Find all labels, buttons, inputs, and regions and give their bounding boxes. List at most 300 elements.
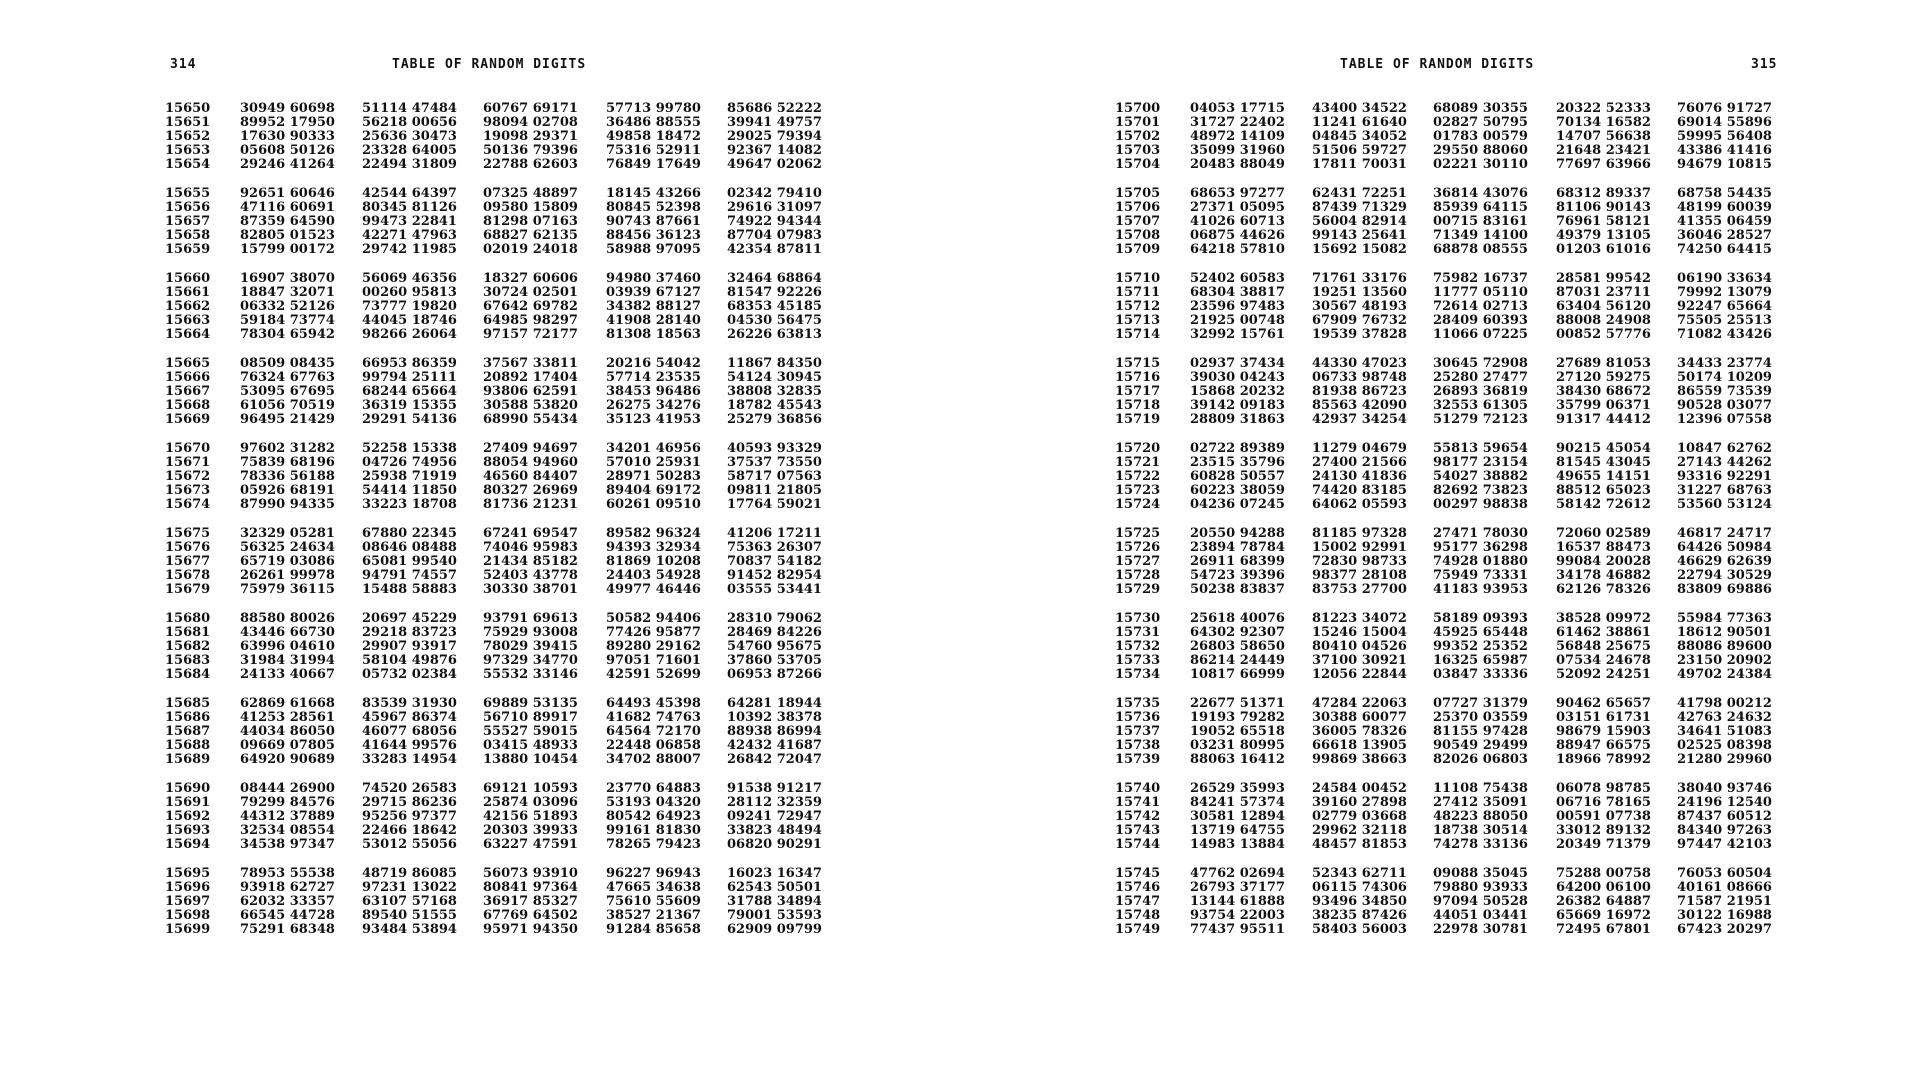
- row-number: 15667: [165, 384, 211, 399]
- row-number: 15748: [1115, 908, 1161, 923]
- row-number: 15719: [1115, 412, 1161, 427]
- digit-group: 38040 93746: [1677, 781, 1772, 796]
- digit-group: 12056 22844: [1312, 667, 1407, 682]
- digit-group: 60223 38059: [1190, 483, 1285, 498]
- digit-group: 24403 54928: [606, 568, 701, 583]
- digit-group: 07727 31379: [1433, 696, 1528, 711]
- digit-group: 49702 24384: [1677, 667, 1772, 682]
- digit-group: 22677 51371: [1190, 696, 1285, 711]
- digit-group: 28581 99542: [1556, 271, 1651, 286]
- digit-group: 75505 25513: [1677, 313, 1772, 328]
- row-number: 15721: [1115, 455, 1161, 470]
- digit-group: 72614 02713: [1433, 299, 1528, 314]
- digit-group: 33012 89132: [1556, 823, 1651, 838]
- digit-group: 99143 25641: [1312, 228, 1407, 243]
- digit-group: 75929 93008: [483, 625, 578, 640]
- digit-group: 36005 78326: [1312, 724, 1407, 739]
- digit-group: 87990 94335: [240, 497, 335, 512]
- row-number: 15681: [165, 625, 211, 640]
- digit-group: 02937 37434: [1190, 356, 1285, 371]
- digit-group: 29025 79394: [727, 129, 822, 144]
- row-number: 15708: [1115, 228, 1161, 243]
- digit-group: 98177 23154: [1433, 455, 1528, 470]
- digit-group: 42354 87811: [727, 242, 822, 257]
- digit-group: 75363 26307: [727, 540, 822, 555]
- digit-group: 05608 50126: [240, 143, 335, 158]
- digit-group: 42271 47963: [362, 228, 457, 243]
- digit-group: 10847 62762: [1677, 441, 1772, 456]
- right-page: [960, 0, 1920, 1080]
- digit-group: 00852 57776: [1556, 327, 1651, 342]
- digit-group: 81869 10208: [606, 554, 701, 569]
- digit-group: 23328 64005: [362, 143, 457, 158]
- row-number: 15718: [1115, 398, 1161, 413]
- digit-group: 41908 28140: [606, 313, 701, 328]
- digit-group: 43400 34522: [1312, 101, 1407, 116]
- digit-group: 18847 32071: [240, 285, 335, 300]
- digit-group: 64218 57810: [1190, 242, 1285, 257]
- row-number: 15735: [1115, 696, 1161, 711]
- digit-group: 75316 52911: [606, 143, 701, 158]
- digit-group: 74046 95983: [483, 540, 578, 555]
- digit-group: 59184 73774: [240, 313, 335, 328]
- digit-group: 12396 07558: [1677, 412, 1772, 427]
- row-number: 15684: [165, 667, 211, 682]
- digit-group: 44312 37889: [240, 809, 335, 824]
- digit-group: 16325 65987: [1433, 653, 1528, 668]
- row-number: 15656: [165, 200, 211, 215]
- digit-group: 45925 65448: [1433, 625, 1528, 640]
- row-number: 15655: [165, 186, 211, 201]
- digit-group: 32992 15761: [1190, 327, 1285, 342]
- digit-group: 32329 05281: [240, 526, 335, 541]
- digit-group: 59995 56408: [1677, 129, 1772, 144]
- digit-group: 62909 09799: [727, 922, 822, 937]
- row-number: 15651: [165, 115, 211, 130]
- digit-group: 66953 86359: [362, 356, 457, 371]
- row-number: 15690: [165, 781, 211, 796]
- digit-group: 01203 61016: [1556, 242, 1651, 257]
- digit-group: 90549 29499: [1433, 738, 1528, 753]
- digit-group: 68653 97277: [1190, 186, 1285, 201]
- row-number: 15713: [1115, 313, 1161, 328]
- digit-group: 39160 27898: [1312, 795, 1407, 810]
- row-number: 15676: [165, 540, 211, 555]
- digit-group: 60828 50557: [1190, 469, 1285, 484]
- digit-group: 80327 26969: [483, 483, 578, 498]
- digit-group: 47762 02694: [1190, 866, 1285, 881]
- digit-group: 15868 20232: [1190, 384, 1285, 399]
- digit-group: 34178 46882: [1556, 568, 1651, 583]
- digit-group: 74928 01880: [1433, 554, 1528, 569]
- row-number: 15717: [1115, 384, 1161, 399]
- digit-group: 68878 08555: [1433, 242, 1528, 257]
- digit-group: 56004 82914: [1312, 214, 1407, 229]
- digit-group: 56848 25675: [1556, 639, 1651, 654]
- digit-group: 48223 88050: [1433, 809, 1528, 824]
- digit-group: 75982 16737: [1433, 271, 1528, 286]
- row-number: 15661: [165, 285, 211, 300]
- digit-group: 41253 28561: [240, 710, 335, 725]
- digit-group: 49977 46446: [606, 582, 701, 597]
- digit-group: 46817 24717: [1677, 526, 1772, 541]
- digit-group: 70134 16582: [1556, 115, 1651, 130]
- digit-group: 97602 31282: [240, 441, 335, 456]
- digit-group: 94980 37460: [606, 271, 701, 286]
- digit-group: 78029 39415: [483, 639, 578, 654]
- row-number: 15716: [1115, 370, 1161, 385]
- digit-group: 81185 97328: [1312, 526, 1407, 541]
- digit-group: 48719 86085: [362, 866, 457, 881]
- digit-group: 20697 45229: [362, 611, 457, 626]
- digit-group: 05732 02384: [362, 667, 457, 682]
- digit-group: 81938 86723: [1312, 384, 1407, 399]
- digit-group: 65081 99540: [362, 554, 457, 569]
- digit-group: 21434 85182: [483, 554, 578, 569]
- row-number: 15736: [1115, 710, 1161, 725]
- digit-group: 87359 64590: [240, 214, 335, 229]
- digit-group: 03415 48933: [483, 738, 578, 753]
- digit-group: 51506 59727: [1312, 143, 1407, 158]
- digit-group: 46560 84407: [483, 469, 578, 484]
- digit-group: 71587 21951: [1677, 894, 1772, 909]
- digit-group: 89952 17950: [240, 115, 335, 130]
- digit-group: 68827 62135: [483, 228, 578, 243]
- digit-group: 09580 15809: [483, 200, 578, 215]
- digit-group: 67880 22345: [362, 526, 457, 541]
- digit-group: 24133 40667: [240, 667, 335, 682]
- digit-group: 05926 68191: [240, 483, 335, 498]
- digit-group: 88054 94960: [483, 455, 578, 470]
- digit-group: 21925 00748: [1190, 313, 1285, 328]
- digit-group: 33283 14954: [362, 752, 457, 767]
- row-number: 15727: [1115, 554, 1161, 569]
- digit-group: 26793 37177: [1190, 880, 1285, 895]
- digit-group: 52403 43778: [483, 568, 578, 583]
- row-number: 15730: [1115, 611, 1161, 626]
- digit-group: 21648 23421: [1556, 143, 1651, 158]
- digit-group: 76849 17649: [606, 157, 701, 172]
- digit-group: 75839 68196: [240, 455, 335, 470]
- digit-group: 85939 64115: [1433, 200, 1528, 215]
- digit-group: 90528 03077: [1677, 398, 1772, 413]
- digit-group: 06875 44626: [1190, 228, 1285, 243]
- digit-group: 56710 89917: [483, 710, 578, 725]
- digit-group: 68990 55434: [483, 412, 578, 427]
- digit-group: 20322 52333: [1556, 101, 1651, 116]
- digit-group: 23596 97483: [1190, 299, 1285, 314]
- digit-group: 80345 81126: [362, 200, 457, 215]
- digit-group: 27471 78030: [1433, 526, 1528, 541]
- digit-group: 58988 97095: [606, 242, 701, 257]
- digit-group: 71349 14100: [1433, 228, 1528, 243]
- digit-group: 08444 26900: [240, 781, 335, 796]
- digit-group: 62431 72251: [1312, 186, 1407, 201]
- digit-group: 28409 60393: [1433, 313, 1528, 328]
- row-number: 15709: [1115, 242, 1161, 257]
- digit-group: 08509 08435: [240, 356, 335, 371]
- digit-group: 42156 51893: [483, 809, 578, 824]
- digit-group: 53193 04320: [606, 795, 701, 810]
- digit-group: 00260 95813: [362, 285, 457, 300]
- digit-group: 44034 86050: [240, 724, 335, 739]
- digit-group: 66545 44728: [240, 908, 335, 923]
- digit-group: 16537 88473: [1556, 540, 1651, 555]
- row-number: 15707: [1115, 214, 1161, 229]
- digit-group: 64200 06100: [1556, 880, 1651, 895]
- digit-group: 14983 13884: [1190, 837, 1285, 852]
- digit-group: 19052 65518: [1190, 724, 1285, 739]
- digit-group: 54760 95675: [727, 639, 822, 654]
- digit-group: 93496 34850: [1312, 894, 1407, 909]
- digit-group: 19098 29371: [483, 129, 578, 144]
- digit-group: 93918 62727: [240, 880, 335, 895]
- digit-group: 06716 78165: [1556, 795, 1651, 810]
- digit-group: 02525 08398: [1677, 738, 1772, 753]
- row-number: 15724: [1115, 497, 1161, 512]
- digit-group: 58717 07563: [727, 469, 822, 484]
- digit-group: 19539 37828: [1312, 327, 1407, 342]
- digit-group: 78304 65942: [240, 327, 335, 342]
- digit-group: 37537 73550: [727, 455, 822, 470]
- digit-group: 93754 22003: [1190, 908, 1285, 923]
- row-number: 15673: [165, 483, 211, 498]
- row-number: 15663: [165, 313, 211, 328]
- digit-group: 98266 26064: [362, 327, 457, 342]
- digit-group: 33223 18708: [362, 497, 457, 512]
- row-number: 15729: [1115, 582, 1161, 597]
- digit-group: 74278 33136: [1433, 837, 1528, 852]
- row-number: 15666: [165, 370, 211, 385]
- digit-group: 69014 55896: [1677, 115, 1772, 130]
- digit-group: 67642 69782: [483, 299, 578, 314]
- digit-group: 99161 81830: [606, 823, 701, 838]
- page-number: 314: [170, 57, 197, 72]
- digit-group: 18782 45543: [727, 398, 822, 413]
- digit-group: 53095 67695: [240, 384, 335, 399]
- digit-group: 41682 74763: [606, 710, 701, 725]
- digit-group: 80845 52398: [606, 200, 701, 215]
- digit-group: 27409 94697: [483, 441, 578, 456]
- digit-group: 53560 53124: [1677, 497, 1772, 512]
- digit-group: 51279 72123: [1433, 412, 1528, 427]
- digit-group: 17811 70031: [1312, 157, 1407, 172]
- digit-group: 06078 98785: [1556, 781, 1651, 796]
- digit-group: 26529 35993: [1190, 781, 1285, 796]
- digit-group: 11066 07225: [1433, 327, 1528, 342]
- digit-group: 99869 38663: [1312, 752, 1407, 767]
- digit-group: 20216 54042: [606, 356, 701, 371]
- row-number: 15662: [165, 299, 211, 314]
- digit-group: 06733 98748: [1312, 370, 1407, 385]
- row-number: 15732: [1115, 639, 1161, 654]
- digit-group: 25636 30473: [362, 129, 457, 144]
- digit-group: 52258 15338: [362, 441, 457, 456]
- digit-group: 64281 18944: [727, 696, 822, 711]
- digit-group: 63227 47591: [483, 837, 578, 852]
- digit-group: 64985 98297: [483, 313, 578, 328]
- row-number: 15715: [1115, 356, 1161, 371]
- row-number: 15704: [1115, 157, 1161, 172]
- digit-group: 28112 32359: [727, 795, 822, 810]
- digit-group: 24196 12540: [1677, 795, 1772, 810]
- row-number: 15733: [1115, 653, 1161, 668]
- digit-group: 30122 16988: [1677, 908, 1772, 923]
- row-number: 15686: [165, 710, 211, 725]
- digit-group: 74922 94344: [727, 214, 822, 229]
- digit-group: 85686 52222: [727, 101, 822, 116]
- digit-group: 49655 14151: [1556, 469, 1651, 484]
- digit-group: 42937 34254: [1312, 412, 1407, 427]
- digit-group: 28469 84226: [727, 625, 822, 640]
- digit-group: 39142 09183: [1190, 398, 1285, 413]
- digit-group: 03939 67127: [606, 285, 701, 300]
- digit-group: 25618 40076: [1190, 611, 1285, 626]
- digit-group: 13144 61888: [1190, 894, 1285, 909]
- digit-group: 29550 88060: [1433, 143, 1528, 158]
- digit-group: 20892 17404: [483, 370, 578, 385]
- row-number: 15740: [1115, 781, 1161, 796]
- row-number: 15660: [165, 271, 211, 286]
- digit-group: 97329 34770: [483, 653, 578, 668]
- digit-group: 97094 50528: [1433, 894, 1528, 909]
- digit-group: 13880 10454: [483, 752, 578, 767]
- digit-group: 11241 61640: [1312, 115, 1407, 130]
- digit-group: 49858 18472: [606, 129, 701, 144]
- digit-group: 57713 99780: [606, 101, 701, 116]
- row-number: 15671: [165, 455, 211, 470]
- digit-group: 18145 43266: [606, 186, 701, 201]
- digit-group: 42763 24632: [1677, 710, 1772, 725]
- row-number: 15728: [1115, 568, 1161, 583]
- row-number: 15658: [165, 228, 211, 243]
- row-number: 15747: [1115, 894, 1161, 909]
- digit-group: 37100 30921: [1312, 653, 1407, 668]
- digit-group: 94679 10815: [1677, 157, 1772, 172]
- digit-group: 25370 03559: [1433, 710, 1528, 725]
- digit-group: 26803 58650: [1190, 639, 1285, 654]
- digit-group: 11279 04679: [1312, 441, 1407, 456]
- row-number: 15711: [1115, 285, 1161, 300]
- digit-group: 26382 64887: [1556, 894, 1651, 909]
- row-number: 15689: [165, 752, 211, 767]
- digit-group: 94393 32934: [606, 540, 701, 555]
- digit-group: 81298 07163: [483, 214, 578, 229]
- digit-group: 09088 35045: [1433, 866, 1528, 881]
- digit-group: 65719 03086: [240, 554, 335, 569]
- digit-group: 22978 30781: [1433, 922, 1528, 937]
- digit-group: 96495 21429: [240, 412, 335, 427]
- digit-group: 75291 68348: [240, 922, 335, 937]
- digit-group: 16907 38070: [240, 271, 335, 286]
- digit-group: 06820 90291: [727, 837, 822, 852]
- digit-group: 30724 02501: [483, 285, 578, 300]
- digit-group: 30567 48193: [1312, 299, 1407, 314]
- digit-group: 90743 87661: [606, 214, 701, 229]
- digit-group: 93806 62591: [483, 384, 578, 399]
- row-number: 15744: [1115, 837, 1161, 852]
- digit-group: 77697 63966: [1556, 157, 1651, 172]
- row-number: 15703: [1115, 143, 1161, 158]
- digit-group: 28971 50283: [606, 469, 701, 484]
- digit-group: 50136 79396: [483, 143, 578, 158]
- digit-group: 73777 19820: [362, 299, 457, 314]
- digit-group: 88456 36123: [606, 228, 701, 243]
- digit-group: 76324 67763: [240, 370, 335, 385]
- digit-group: 17764 59021: [727, 497, 822, 512]
- row-number: 15680: [165, 611, 211, 626]
- row-number: 15699: [165, 922, 211, 937]
- digit-group: 40161 08666: [1677, 880, 1772, 895]
- digit-group: 52092 24251: [1556, 667, 1651, 682]
- row-number: 15706: [1115, 200, 1161, 215]
- digit-group: 48199 60039: [1677, 200, 1772, 215]
- digit-group: 83539 31930: [362, 696, 457, 711]
- digit-group: 80542 64923: [606, 809, 701, 824]
- row-number: 15696: [165, 880, 211, 895]
- digit-group: 82026 06803: [1433, 752, 1528, 767]
- digit-group: 83753 27700: [1312, 582, 1407, 597]
- digit-group: 20303 39933: [483, 823, 578, 838]
- digit-group: 75288 00758: [1556, 866, 1651, 881]
- page-number: 315: [1751, 57, 1778, 72]
- digit-group: 57010 25931: [606, 455, 701, 470]
- digit-group: 81308 18563: [606, 327, 701, 342]
- digit-group: 23770 64883: [606, 781, 701, 796]
- digit-group: 04236 07245: [1190, 497, 1285, 512]
- digit-group: 15799 00172: [240, 242, 335, 257]
- digit-group: 74250 64415: [1677, 242, 1772, 257]
- digit-group: 41644 99576: [362, 738, 457, 753]
- digit-group: 02019 24018: [483, 242, 578, 257]
- row-number: 15741: [1115, 795, 1161, 810]
- digit-group: 34382 88127: [606, 299, 701, 314]
- digit-group: 07534 24678: [1556, 653, 1651, 668]
- digit-group: 55532 33146: [483, 667, 578, 682]
- digit-group: 30645 72908: [1433, 356, 1528, 371]
- digit-group: 41355 06459: [1677, 214, 1772, 229]
- digit-group: 76961 58121: [1556, 214, 1651, 229]
- row-number: 15737: [1115, 724, 1161, 739]
- digit-group: 41206 17211: [727, 526, 822, 541]
- digit-group: 27400 21566: [1312, 455, 1407, 470]
- digit-group: 37860 53705: [727, 653, 822, 668]
- digit-group: 27412 35091: [1433, 795, 1528, 810]
- row-number: 15698: [165, 908, 211, 923]
- digit-group: 62032 33357: [240, 894, 335, 909]
- digit-group: 26275 34276: [606, 398, 701, 413]
- digit-group: 60261 09510: [606, 497, 701, 512]
- digit-group: 15692 15082: [1312, 242, 1407, 257]
- digit-group: 38430 68672: [1556, 384, 1651, 399]
- digit-group: 30581 12894: [1190, 809, 1285, 824]
- digit-group: 95971 94350: [483, 922, 578, 937]
- digit-group: 54414 11850: [362, 483, 457, 498]
- digit-group: 81545 43045: [1556, 455, 1651, 470]
- digit-group: 58189 09393: [1433, 611, 1528, 626]
- row-number: 15700: [1115, 101, 1161, 116]
- row-number: 15691: [165, 795, 211, 810]
- digit-group: 35099 31960: [1190, 143, 1285, 158]
- row-number: 15692: [165, 809, 211, 824]
- digit-group: 22788 62603: [483, 157, 578, 172]
- digit-group: 34201 46956: [606, 441, 701, 456]
- digit-group: 97231 13022: [362, 880, 457, 895]
- digit-group: 26911 68399: [1190, 554, 1285, 569]
- digit-group: 23515 35796: [1190, 455, 1285, 470]
- digit-group: 89582 96324: [606, 526, 701, 541]
- digit-group: 29291 54136: [362, 412, 457, 427]
